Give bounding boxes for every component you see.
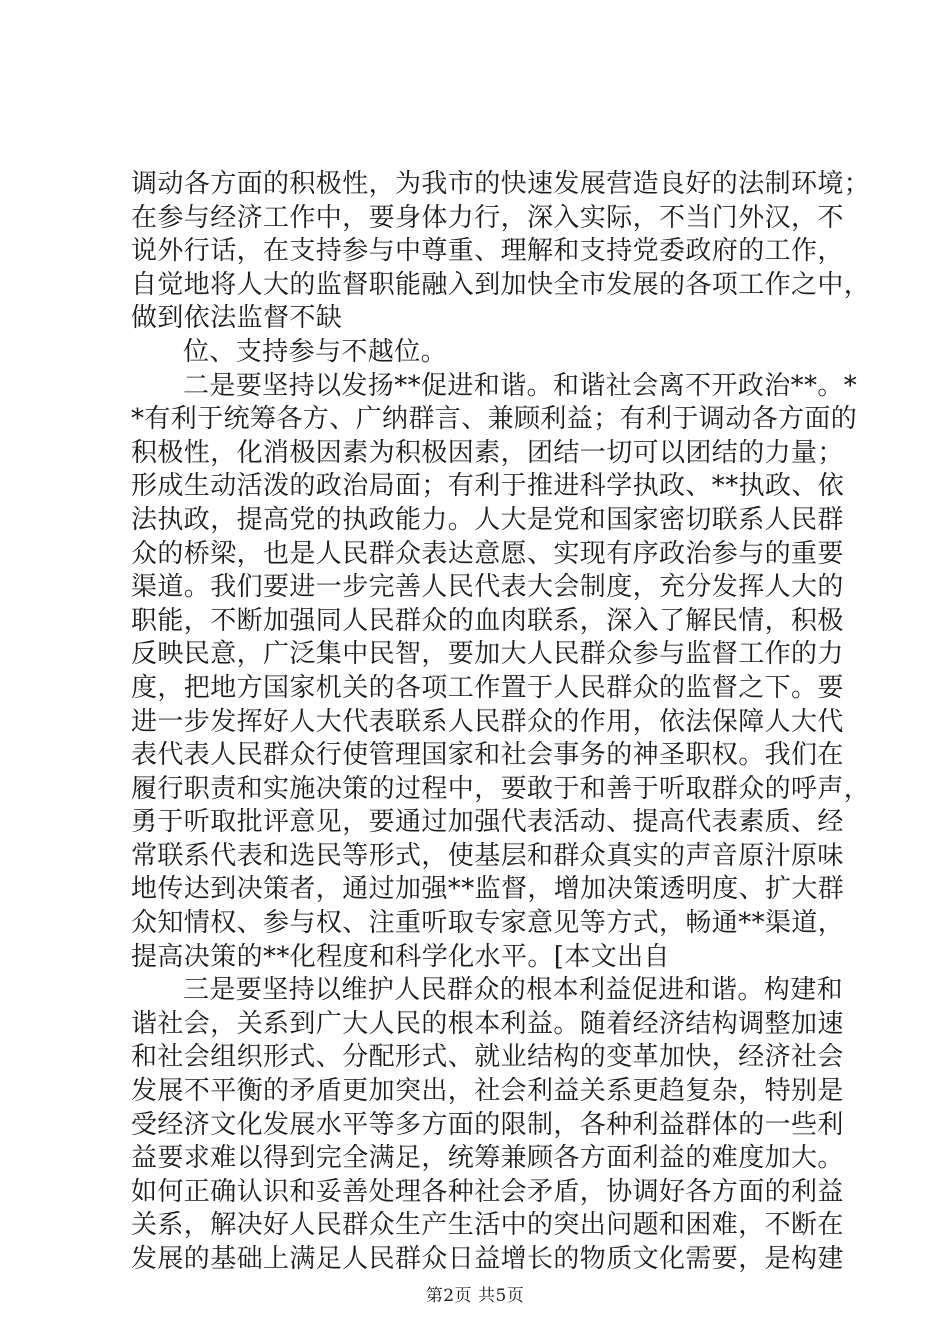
text-line: 自觉地将人大的监督职能融入到加快全市发展的各项工作之中，: [131, 269, 871, 300]
text-line: 关系，解决好人民群众生产生活中的突出问题和困难，不断在: [131, 1210, 844, 1241]
text-line: 形成生动活泼的政治局面；有利于推进科学执政、**执政、依: [131, 471, 845, 502]
text-line: 地传达到决策者，通过加强**监督，增加决策透明度、扩大群: [131, 874, 845, 905]
paragraph: [131, 336, 831, 370]
text-line: 和社会组织形式、分配形式、就业结构的变革加快，经济社会: [131, 1042, 844, 1073]
text-line: 法执政，提高党的执政能力。人大是党和国家密切联系人民群: [131, 504, 844, 535]
text-line: 做到依法监督不缺: [131, 303, 343, 334]
text-line: 二是要坚持以发扬**促进和谐。和谐社会离不开政治**。*: [183, 370, 858, 401]
text-line: 受经济文化发展水平等多方面的限制，各种利益群体的一些利: [131, 1109, 844, 1140]
text-line: 职能，不断加强同人民群众的血肉联系，深入了解民情，积极: [131, 605, 844, 636]
text-line: 进一步发挥好人大代表联系人民群众的作用，依法保障人大代: [131, 706, 844, 737]
text-line: 常联系代表和选民等形式，使基层和群众真实的声音原汁原味: [131, 840, 844, 871]
text-line: 位、支持参与不越位。: [183, 336, 448, 367]
page-number-footer: 第2页 共5页: [425, 1286, 525, 1306]
body-text: [131, 168, 871, 1277]
text-line: 说外行话，在支持参与中尊重、理解和支持党委政府的工作，: [131, 236, 844, 267]
text-line: 反映民意，广泛集中民智，要加大人民群众参与监督工作的力: [131, 639, 844, 670]
text-line: 在参与经济工作中，要身体力行，深入实际，不当门外汉，不: [131, 202, 844, 233]
text-line: 如何正确认识和妥善处理各种社会矛盾，协调好各方面的利益: [131, 1176, 844, 1207]
text-line: 履行职责和实施决策的过程中，要敢于和善于听取群众的呼声，: [131, 773, 871, 804]
text-line: 发展的基础上满足人民群众日益增长的物质文化需要，是构建: [131, 1244, 844, 1274]
text-line: 益要求难以得到完全满足，统筹兼顾各方面利益的难度加大。: [131, 1143, 844, 1174]
text-line: 调动各方面的积极性，为我市的快速发展营造良好的法制环境；: [131, 169, 871, 199]
text-line: 众的桥梁，也是人民群众表达意愿、实现有序政治参与的重要: [131, 538, 844, 569]
paragraph: [131, 168, 871, 336]
text-line: 表代表人民群众行使管理国家和社会事务的神圣职权。我们在: [131, 740, 844, 771]
text-line: *有利于统筹各方、广纳群言、兼顾利益；有利于调动各方面的: [131, 404, 858, 435]
paragraph: [131, 370, 871, 975]
text-line: 众知情权、参与权、注重听取专家意见等方式，畅通**渠道，: [131, 908, 845, 939]
text-line: 度，把地方国家机关的各项工作置于人民群众的监督之下。要: [131, 672, 844, 703]
text-line: 发展不平衡的矛盾更加突出，社会利益关系更趋复杂，特别是: [131, 1076, 844, 1107]
text-line: 积极性，化消极因素为积极因素，团结一切可以团结的力量；: [131, 437, 844, 468]
text-line: 谐社会，关系到广大人民的根本利益。随着经济结构调整加速: [131, 1008, 844, 1039]
text-line: 渠道。我们要进一步完善人民代表大会制度，充分发挥人大的: [131, 572, 844, 603]
text-line: 三是要坚持以维护人民群众的根本利益促进和谐。构建和: [183, 975, 844, 1006]
paragraph: [131, 974, 844, 1276]
text-line: 勇于听取批评意见，要通过加强代表活动、提高代表素质、经: [131, 807, 844, 838]
text-line: 提高决策的**化程度和科学化水平。[本文出自: [131, 941, 670, 972]
